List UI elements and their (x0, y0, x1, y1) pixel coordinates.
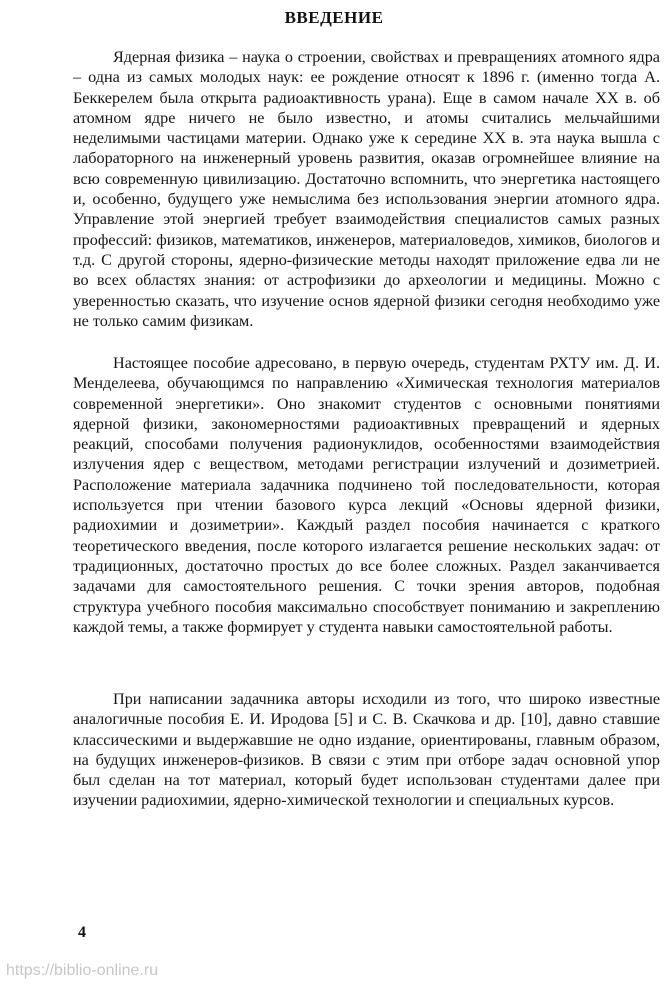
paragraph-intro: Ядерная физика – наука о строении, свойствах и превращениях атомного ядра – одна из самых молодых наук: ее рождение относят к 1896 г. (именно тогда А. Беккерелем была открыта радиоактивность урана). Еще в самом начале XX в. об атомном ядре ничего не было известно, и атомы считались мельчайшими неделимыми частицами материи. Однако уже к середине XX в. эта наука вышла с лабораторного на инженерный уровень развития, оказав огромнейшее влияние на всю современную цивилизацию. Достаточно вспомнить, что энергетика настоящего и, особенно, будущего уже немыслима без использования энергии атомного ядра. Управление этой энергией требует взаимодействия специалистов самых разных профессий: физиков, математиков, инженеров, материаловедов, химиков, биологов и т.д. С другой стороны, ядерно-физические методы находят приложение едва ли не во всех областях знания: от астрофизики до археологии и медицины. Можно с уверенностью сказать, что изучение основ ядерной физики сегодня необходимо уже не только самим физикам. (73, 48, 660, 330)
section-title: ВВЕДЕНИЕ (284, 8, 384, 27)
site-watermark: https://biblio-online.ru (6, 962, 159, 979)
paragraph-sources: При написании задачника авторы исходили из того, что широко известные аналогичные пособия Е. И. Иродова [5] и С. В. Скачкова и др. [10], давно ставшие классическими и выдержавшие не одно издание, ориентированы, главным образом, на будущих инженеров-физиков. В связи с этим при отборе задач основной упор был сделан на тот материал, который будет использован студентами далее при изучении радиохимии, ядерно-химической технологии и специальных курсов. (73, 690, 660, 810)
paragraph-audience: Настоящее пособие адресовано, в первую очередь, студентам РХТУ им. Д. И. Менделеева, обучающимся по направлению «Химическая технология материалов современной энергетики». Оно знакомит студентов с основными понятиями ядерной физики, закономерностями радиоактивных превращений и ядерных реакций, способами получения радионуклидов, особенностями взаимодействия излучения ядер с веществом, методами регистрации излучений и дозиметрией. Расположение материала задачника подчинено той последовательности, которая используется при чтении базового курса лекций «Основы ядерной физики, радиохимии и дозиметрии». Каждый раздел пособия начинается с краткого теоретического введения, после которого излагается решение нескольких задач: от традиционных, достаточно простых до все более сложных. Раздел заканчивается задачами для самостоятельного решения. С точки зрения авторов, подобная структура учебного пособия максимально способствует пониманию и закреплению каждой темы, а также формирует у студента навыки самостоятельной работы. (73, 354, 660, 636)
page-number: 4 (78, 924, 86, 941)
